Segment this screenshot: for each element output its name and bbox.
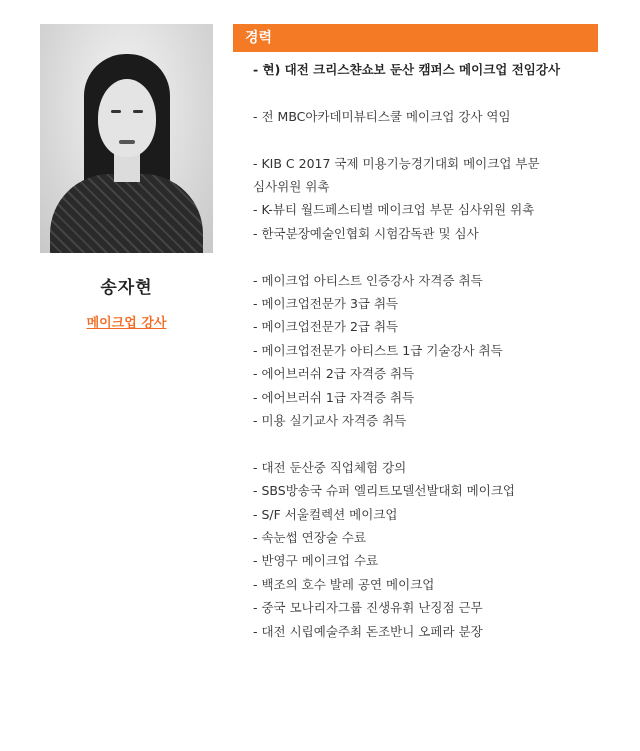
profile-card <box>40 24 213 331</box>
career-section <box>233 24 598 643</box>
career-item: - S/F 서울컬렉션 메이크업 <box>253 506 398 522</box>
career-spacer <box>253 432 598 455</box>
career-spacer <box>253 245 598 268</box>
career-item: - KIB C 2017 국제 미용기능경기대회 메이크업 부문 <box>253 155 540 171</box>
career-item: - 에어브러쉬 2급 자격증 취득 <box>253 366 415 382</box>
career-item: - 메이크업전문가 3급 취득 <box>253 296 399 312</box>
career-item: - 한국분장예술인협회 시험감독관 및 심사 <box>253 225 479 241</box>
career-item: - 미용 실기교사 자격증 취득 <box>253 413 407 429</box>
career-item: - 반영구 메이크업 수료 <box>253 553 379 569</box>
career-item: - 대전 시립예술주최 돈조반니 오페라 분장 <box>253 623 483 639</box>
career-item: - 메이크업 아티스트 인증강사 자격증 취득 <box>253 272 483 288</box>
career-item: - 대전 둔산중 직업체험 강의 <box>253 459 407 475</box>
profile-photo <box>40 24 213 253</box>
career-spacer <box>253 128 598 151</box>
career-item: - 현) 대전 크리스챤쇼보 둔산 캠퍼스 메이크업 전임강사 <box>253 62 561 77</box>
profile-name: 송자현 <box>100 278 153 298</box>
career-item: - SBS방송국 슈퍼 엘리트모델선발대회 메이크업 <box>253 483 515 499</box>
career-list <box>233 58 598 643</box>
career-item: - 메이크업전문가 2급 취득 <box>253 319 399 335</box>
career-spacer <box>253 81 598 104</box>
career-item: - K-뷰티 월드페스티벌 메이크업 부문 심사위원 위촉 <box>253 202 535 218</box>
career-item: - 백조의 호수 발레 공연 메이크업 <box>253 576 435 592</box>
career-item: 심사위원 위촉 <box>253 179 330 194</box>
career-item: - 메이크업전문가 아티스트 1급 기술강사 취득 <box>253 342 503 358</box>
profile-role-link[interactable]: 메이크업 강사 <box>86 316 167 331</box>
career-item: - 에어브러쉬 1급 자격증 취득 <box>253 389 415 405</box>
career-header: 경력 <box>233 24 598 52</box>
career-item: - 속눈썹 연장술 수료 <box>253 530 367 546</box>
career-item: - 중국 모나리자그룹 진생유휘 난징점 근무 <box>253 600 483 616</box>
career-item: - 전 MBC아카데미뷰티스쿨 메이크업 강사 역임 <box>253 108 511 124</box>
